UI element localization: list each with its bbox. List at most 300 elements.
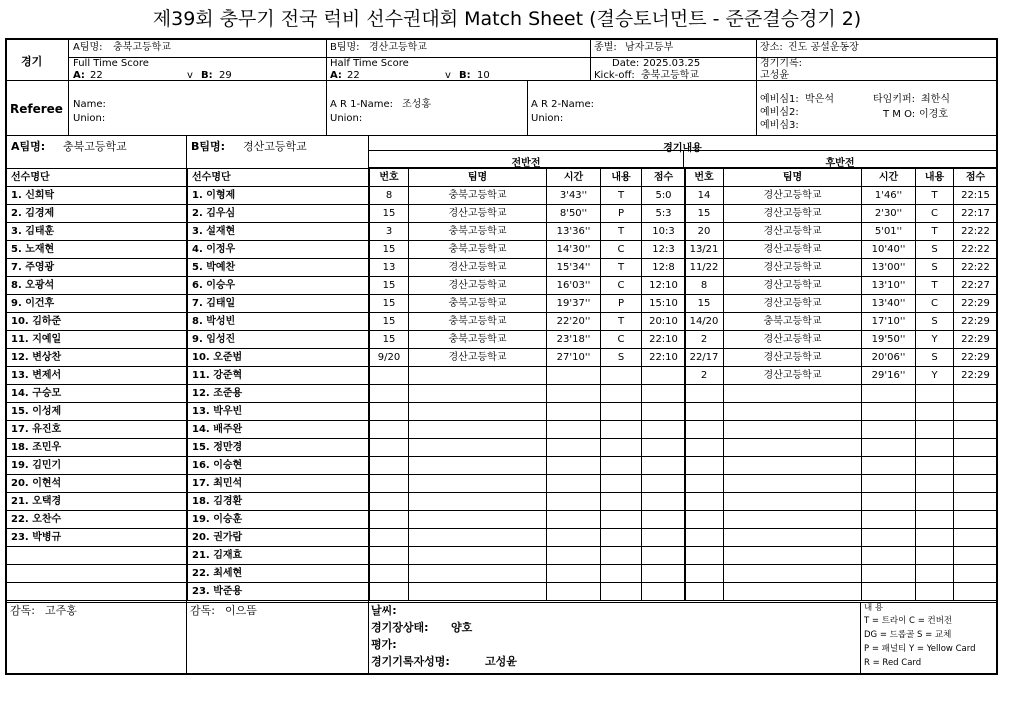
empty-cell (954, 565, 998, 583)
empty-cell (685, 583, 724, 601)
table-row (370, 187, 686, 205)
event-time: 13'40'' (862, 295, 916, 313)
table-row (7, 547, 188, 565)
empty-cell (916, 439, 954, 457)
match-header-no: 번호 (370, 169, 409, 187)
ar2-union-label: Union: (531, 113, 564, 124)
roster-b-player: 21. 김재효 (188, 547, 370, 565)
referee-name-cell (69, 81, 327, 136)
recorder-sig-value: 고성윤 (485, 655, 517, 668)
event-team: 경산고등학교 (724, 367, 862, 385)
ar1-name: 조성홍 (402, 99, 431, 110)
event-score: 22:15 (954, 187, 998, 205)
empty-cell (862, 511, 916, 529)
table-row (685, 565, 998, 583)
event-score: 15:10 (642, 295, 686, 313)
table-row (188, 349, 370, 367)
coach-a-cell (7, 602, 187, 675)
table-row (7, 259, 188, 277)
empty-cell (642, 583, 686, 601)
empty-cell (862, 439, 916, 457)
empty-cell (954, 511, 998, 529)
table-row (370, 277, 686, 295)
event-score: 22:29 (954, 331, 998, 349)
event-team: 경산고등학교 (724, 349, 862, 367)
match-header-team: 팀명 (409, 169, 547, 187)
match-sheet (5, 38, 998, 675)
event-score: 22:10 (642, 349, 686, 367)
event-content: T (916, 223, 954, 241)
table-row (370, 511, 686, 529)
reserve1-label: 예비심1: (760, 94, 799, 105)
event-team: 경산고등학교 (724, 295, 862, 313)
event-content: C (601, 241, 642, 259)
table-row (370, 421, 686, 439)
event-no: 13/21 (685, 241, 724, 259)
event-team: 충북고등학교 (724, 313, 862, 331)
empty-cell (954, 547, 998, 565)
event-team: 경산고등학교 (409, 205, 547, 223)
roster-a-player: 23. 박병규 (7, 529, 188, 547)
empty-cell (954, 583, 998, 601)
empty-cell (409, 475, 547, 493)
roster-b-table (187, 168, 370, 601)
empty-cell (862, 457, 916, 475)
roster-a-table (6, 168, 188, 601)
empty-cell (916, 457, 954, 475)
event-time: 13'00'' (862, 259, 916, 277)
table-row (685, 223, 998, 241)
table-row (685, 277, 998, 295)
table-row (370, 475, 686, 493)
event-no: 9/20 (370, 349, 409, 367)
empty-cell (724, 547, 862, 565)
empty-cell (642, 529, 686, 547)
ar2-label: A R 2-Name: (531, 99, 594, 110)
second-half-header (684, 151, 996, 168)
roster-a-player (7, 565, 188, 583)
event-no: 8 (370, 187, 409, 205)
ft-a-label: A: (73, 70, 85, 81)
roster-a-player: 9. 이건후 (7, 295, 188, 313)
event-time: 3'43'' (547, 187, 601, 205)
empty-cell (685, 511, 724, 529)
event-no: 20 (685, 223, 724, 241)
roster-a-player: 11. 지예일 (7, 331, 188, 349)
event-content: T (601, 187, 642, 205)
event-team: 경산고등학교 (724, 223, 862, 241)
event-score: 22:22 (954, 223, 998, 241)
empty-cell (642, 493, 686, 511)
event-no: 15 (370, 331, 409, 349)
event-content: T (601, 259, 642, 277)
ft-b-label: B: (201, 70, 213, 81)
team-a-label: A팀명: (73, 42, 103, 53)
table-row (685, 187, 998, 205)
empty-cell (685, 547, 724, 565)
empty-cell (916, 385, 954, 403)
match-header-content: 내용 (601, 169, 642, 187)
event-score: 10:3 (642, 223, 686, 241)
match-header-team: 팀명 (724, 169, 862, 187)
reserve2-label: 예비심2: (760, 107, 799, 118)
weather-label: 날씨: (371, 604, 397, 617)
event-team: 충북고등학교 (409, 331, 547, 349)
empty-cell (370, 511, 409, 529)
event-no: 15 (685, 205, 724, 223)
event-team: 경산고등학교 (409, 277, 547, 295)
empty-cell (724, 565, 862, 583)
roster-a-player: 1. 신희탁 (7, 187, 188, 205)
empty-cell (916, 475, 954, 493)
roster-b-player: 9. 임성진 (188, 331, 370, 349)
table-row (685, 457, 998, 475)
table-row (7, 313, 188, 331)
empty-cell (601, 511, 642, 529)
empty-cell (601, 367, 642, 385)
event-content: C (916, 295, 954, 313)
table-row (188, 295, 370, 313)
table-row (685, 241, 998, 259)
table-row (188, 547, 370, 565)
empty-cell (409, 511, 547, 529)
first-half-label: 전반전 (511, 158, 541, 169)
division-label: 종별: (594, 42, 617, 53)
table-row (7, 277, 188, 295)
event-time: 22'20'' (547, 313, 601, 331)
empty-cell (601, 475, 642, 493)
table-row (370, 403, 686, 421)
event-time: 29'16'' (862, 367, 916, 385)
roster-b-player: 3. 설재현 (188, 223, 370, 241)
event-no: 3 (370, 223, 409, 241)
table-row (685, 331, 998, 349)
second-half-table (684, 168, 998, 601)
roster-a-player: 22. 오찬수 (7, 511, 188, 529)
legend-line-2: DG = 드롭골 S = 교체 (864, 630, 952, 640)
empty-cell (724, 403, 862, 421)
empty-cell (409, 547, 547, 565)
empty-cell (547, 457, 601, 475)
table-row (685, 511, 998, 529)
legend-title: 내 용 (864, 603, 884, 613)
empty-cell (547, 547, 601, 565)
table-row (7, 331, 188, 349)
table-row (685, 367, 998, 385)
table-row (7, 583, 188, 601)
roster-b-player: 22. 최세현 (188, 565, 370, 583)
event-score: 12:10 (642, 277, 686, 295)
event-no: 15 (370, 277, 409, 295)
empty-cell (954, 529, 998, 547)
table-row (7, 295, 188, 313)
empty-cell (409, 457, 547, 475)
venue-label: 장소: (760, 42, 783, 53)
empty-cell (954, 403, 998, 421)
roster-b-player: 17. 최민석 (188, 475, 370, 493)
event-score: 22:29 (954, 295, 998, 313)
coach-b-cell (187, 602, 369, 675)
roster-b-player: 2. 김우심 (188, 205, 370, 223)
table-row (685, 313, 998, 331)
roster-a-player (7, 583, 188, 601)
empty-cell (409, 385, 547, 403)
team-a-row-name: 충북고등학교 (63, 140, 127, 153)
team-b-name: 경산고등학교 (369, 42, 427, 53)
roster-b-player: 15. 정만경 (188, 439, 370, 457)
empty-cell (685, 475, 724, 493)
table-row (7, 457, 188, 475)
table-row (188, 277, 370, 295)
event-no: 11/22 (685, 259, 724, 277)
empty-cell (642, 367, 686, 385)
table-row (188, 583, 370, 601)
empty-cell (642, 457, 686, 475)
empty-cell (862, 547, 916, 565)
roster-a-player: 20. 이현석 (7, 475, 188, 493)
table-row (188, 205, 370, 223)
table-row (7, 187, 188, 205)
empty-cell (685, 403, 724, 421)
table-row (685, 295, 998, 313)
empty-cell (642, 439, 686, 457)
table-row (685, 547, 998, 565)
event-score: 5:3 (642, 205, 686, 223)
event-content: T (601, 223, 642, 241)
event-no: 15 (370, 205, 409, 223)
table-row (370, 493, 686, 511)
roster-a-player: 10. 김하준 (7, 313, 188, 331)
table-row (685, 259, 998, 277)
table-row (685, 349, 998, 367)
roster-a-player: 15. 이성제 (7, 403, 188, 421)
table-row (188, 421, 370, 439)
event-content: C (916, 205, 954, 223)
event-content: S (916, 313, 954, 331)
roster-b-player: 23. 박준용 (188, 583, 370, 601)
event-team: 충북고등학교 (409, 313, 547, 331)
table-row (685, 529, 998, 547)
empty-cell (409, 439, 547, 457)
team-a-name: 충북고등학교 (113, 42, 171, 53)
empty-cell (916, 493, 954, 511)
table-row (7, 511, 188, 529)
legend-line-3: P = 패널티 Y = Yellow Card (864, 644, 976, 654)
event-no: 2 (685, 331, 724, 349)
roster-b-header: 선수명단 (188, 169, 370, 187)
empty-cell (370, 403, 409, 421)
empty-cell (724, 457, 862, 475)
empty-cell (685, 385, 724, 403)
match-header-content: 내용 (916, 169, 954, 187)
roster-a-player: 3. 김태훈 (7, 223, 188, 241)
event-team: 경산고등학교 (724, 277, 862, 295)
match-title-cell (369, 136, 996, 154)
table-row (370, 529, 686, 547)
table-row (685, 385, 998, 403)
table-row (7, 223, 188, 241)
event-team: 경산고등학교 (724, 205, 862, 223)
ht-b-label: B: (459, 70, 471, 81)
venue-value: 진도 공설운동장 (788, 42, 859, 53)
table-row (7, 475, 188, 493)
table-row (370, 583, 686, 601)
roster-a-player: 12. 변상찬 (7, 349, 188, 367)
empty-cell (370, 565, 409, 583)
date-value: 2025.03.25 (643, 58, 701, 69)
event-no: 15 (685, 295, 724, 313)
event-no: 15 (370, 313, 409, 331)
roster-b-player: 4. 이정우 (188, 241, 370, 259)
table-row (7, 529, 188, 547)
empty-cell (601, 529, 642, 547)
roster-a-player: 14. 구승모 (7, 385, 188, 403)
table-row (188, 331, 370, 349)
empty-cell (601, 421, 642, 439)
empty-cell (954, 421, 998, 439)
empty-cell (724, 385, 862, 403)
event-score: 22:29 (954, 313, 998, 331)
roster-a-player: 17. 유진호 (7, 421, 188, 439)
event-content: Y (916, 331, 954, 349)
half-time-label: Half Time Score (330, 58, 409, 69)
game-label-cell (7, 40, 69, 81)
ground-value: 양호 (451, 621, 473, 634)
ht-v: v (445, 70, 451, 81)
event-time: 19'37'' (547, 295, 601, 313)
event-team: 경산고등학교 (409, 349, 547, 367)
roster-b-player: 14. 배주완 (188, 421, 370, 439)
empty-cell (601, 403, 642, 421)
event-content: T (916, 277, 954, 295)
empty-cell (601, 385, 642, 403)
empty-cell (916, 529, 954, 547)
empty-cell (724, 511, 862, 529)
event-no: 8 (685, 277, 724, 295)
roster-b-player: 12. 조준용 (188, 385, 370, 403)
table-row (7, 349, 188, 367)
reserve3-label: 예비심3: (760, 120, 799, 131)
table-row (685, 583, 998, 601)
event-content: S (916, 349, 954, 367)
event-content: P (601, 295, 642, 313)
table-row (370, 313, 686, 331)
table-row (370, 565, 686, 583)
roster-b-player: 11. 강준혁 (188, 367, 370, 385)
empty-cell (862, 421, 916, 439)
roster-b-player: 5. 박예찬 (188, 259, 370, 277)
reserve1-value: 박은석 (805, 94, 834, 105)
event-score: 12:8 (642, 259, 686, 277)
roster-a-header: 선수명단 (7, 169, 188, 187)
table-row (370, 241, 686, 259)
empty-cell (547, 385, 601, 403)
empty-cell (370, 583, 409, 601)
recorder-label: 경기기록: (760, 58, 803, 69)
table-row (370, 331, 686, 349)
table-row (7, 367, 188, 385)
event-no: 22/17 (685, 349, 724, 367)
event-content: T (916, 187, 954, 205)
match-header-time: 시간 (547, 169, 601, 187)
table-row (188, 457, 370, 475)
team-a-row-label: A팀명: (11, 140, 46, 153)
ar1-union-label: Union: (330, 113, 363, 124)
empty-cell (916, 403, 954, 421)
empty-cell (547, 421, 601, 439)
event-score: 22:27 (954, 277, 998, 295)
event-no: 15 (370, 241, 409, 259)
table-row (188, 259, 370, 277)
table-row (685, 403, 998, 421)
roster-a-player: 18. 조민우 (7, 439, 188, 457)
event-time: 27'10'' (547, 349, 601, 367)
table-row (188, 475, 370, 493)
empty-cell (862, 403, 916, 421)
event-content: S (916, 259, 954, 277)
empty-cell (724, 475, 862, 493)
empty-cell (409, 583, 547, 601)
empty-cell (642, 403, 686, 421)
table-row (685, 205, 998, 223)
empty-cell (916, 565, 954, 583)
event-time: 14'30'' (547, 241, 601, 259)
empty-cell (954, 457, 998, 475)
empty-cell (642, 385, 686, 403)
event-no: 14/20 (685, 313, 724, 331)
referee-label: Referee (10, 102, 63, 116)
roster-a-player: 19. 김민기 (7, 457, 188, 475)
event-team: 경산고등학교 (724, 241, 862, 259)
table-row (370, 385, 686, 403)
division-value: 남자고등부 (625, 42, 674, 53)
match-header-no: 번호 (685, 169, 724, 187)
empty-cell (547, 367, 601, 385)
empty-cell (916, 421, 954, 439)
table-row (188, 367, 370, 385)
roster-a-player: 7. 주영광 (7, 259, 188, 277)
table-row (685, 493, 998, 511)
event-no: 14 (685, 187, 724, 205)
table-row (7, 421, 188, 439)
empty-cell (547, 475, 601, 493)
table-row (7, 385, 188, 403)
roster-b-player: 20. 권가람 (188, 529, 370, 547)
event-team: 충북고등학교 (409, 223, 547, 241)
roster-b-player: 7. 김태일 (188, 295, 370, 313)
empty-cell (409, 493, 547, 511)
table-row (370, 205, 686, 223)
roster-a-player: 5. 노재현 (7, 241, 188, 259)
event-no: 2 (685, 367, 724, 385)
table-row (188, 223, 370, 241)
event-time: 20'06'' (862, 349, 916, 367)
roster-b-player: 1. 이형제 (188, 187, 370, 205)
roster-b-player: 8. 박성빈 (188, 313, 370, 331)
roster-b-player: 13. 박우빈 (188, 403, 370, 421)
table-row (370, 367, 686, 385)
empty-cell (724, 529, 862, 547)
empty-cell (685, 439, 724, 457)
empty-cell (370, 493, 409, 511)
ht-a-label: A: (330, 70, 342, 81)
event-time: 13'10'' (862, 277, 916, 295)
event-time: 17'10'' (862, 313, 916, 331)
empty-cell (370, 547, 409, 565)
recorder-value: 고성윤 (760, 70, 789, 81)
empty-cell (724, 583, 862, 601)
empty-cell (547, 565, 601, 583)
